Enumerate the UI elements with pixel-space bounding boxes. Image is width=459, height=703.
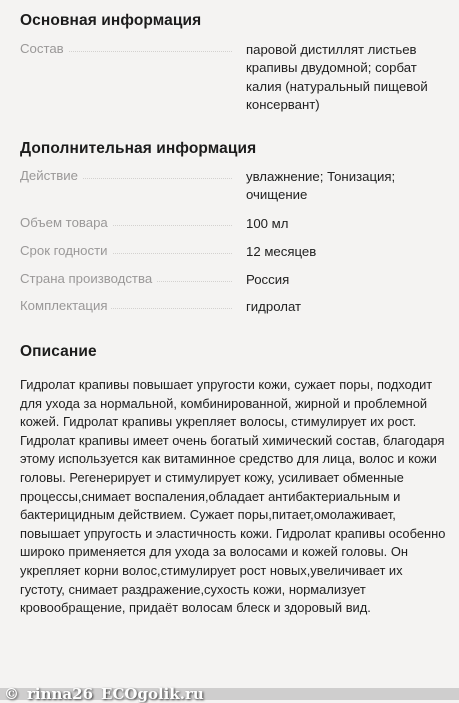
watermark-user: rinna26 — [27, 685, 94, 703]
watermark-site: ECOgolik.ru — [101, 685, 204, 703]
spec-label-composition: Состав — [20, 41, 68, 56]
spec-label-action: Действие — [20, 168, 82, 183]
spec-value-action: увлажнение; Тонизация; очищение — [246, 169, 396, 203]
description-text: Гидролат крапивы повышает упругости кожи, сужает поры, подходит для ухода за нормальной, комбинированной, жирной и проблемной кожей. Гидролат крапивы укрепляет волосы, стимулирует их рост. Гидролат крапивы имеет очень богатый химический состав, благодаря этому используется как витаминное средство для лица, волос и кожи головы. Регенерирует и стимулирует кожу, усиливает обменные процессы,снимает воспаления,обладает антибактериальным и бактерицидным действием. Сужает поры,питает,омолаживает, повышает упругость и эластичность кожи. Гидролат крапивы особенно широко применяется для ухода за волосами и кожей головы. Он укрепляет корни волос,стимулирует рост новых,увеличивает их густоту, снимает раздражение,сухость кожи, нормализует кровообращение, придаёт волосам блеск и здоровый вид. — [20, 377, 446, 616]
spec-value-kit: гидролат — [246, 299, 302, 314]
spec-value-country: Россия — [246, 272, 290, 287]
spec-value-volume: 100 мл — [246, 216, 289, 231]
copyright-symbol: © — [4, 685, 19, 703]
spec-value-shelf-life: 12 месяцев — [246, 244, 317, 259]
description-title: Описание — [20, 343, 97, 360]
spec-label-country: Страна производства — [20, 271, 156, 286]
spec-label-volume: Объем товара — [20, 215, 112, 230]
spec-label-kit: Комплектация — [20, 298, 111, 313]
additional-info-title: Дополнительная информация — [20, 140, 257, 157]
basic-info-title: Основная информация — [20, 12, 202, 29]
spec-label-shelf-life: Срок годности — [20, 243, 112, 258]
spec-value-composition: паровой дистиллят листьев крапивы двудомной; сорбат калия (натуральный пищевой консервант) — [246, 42, 428, 113]
